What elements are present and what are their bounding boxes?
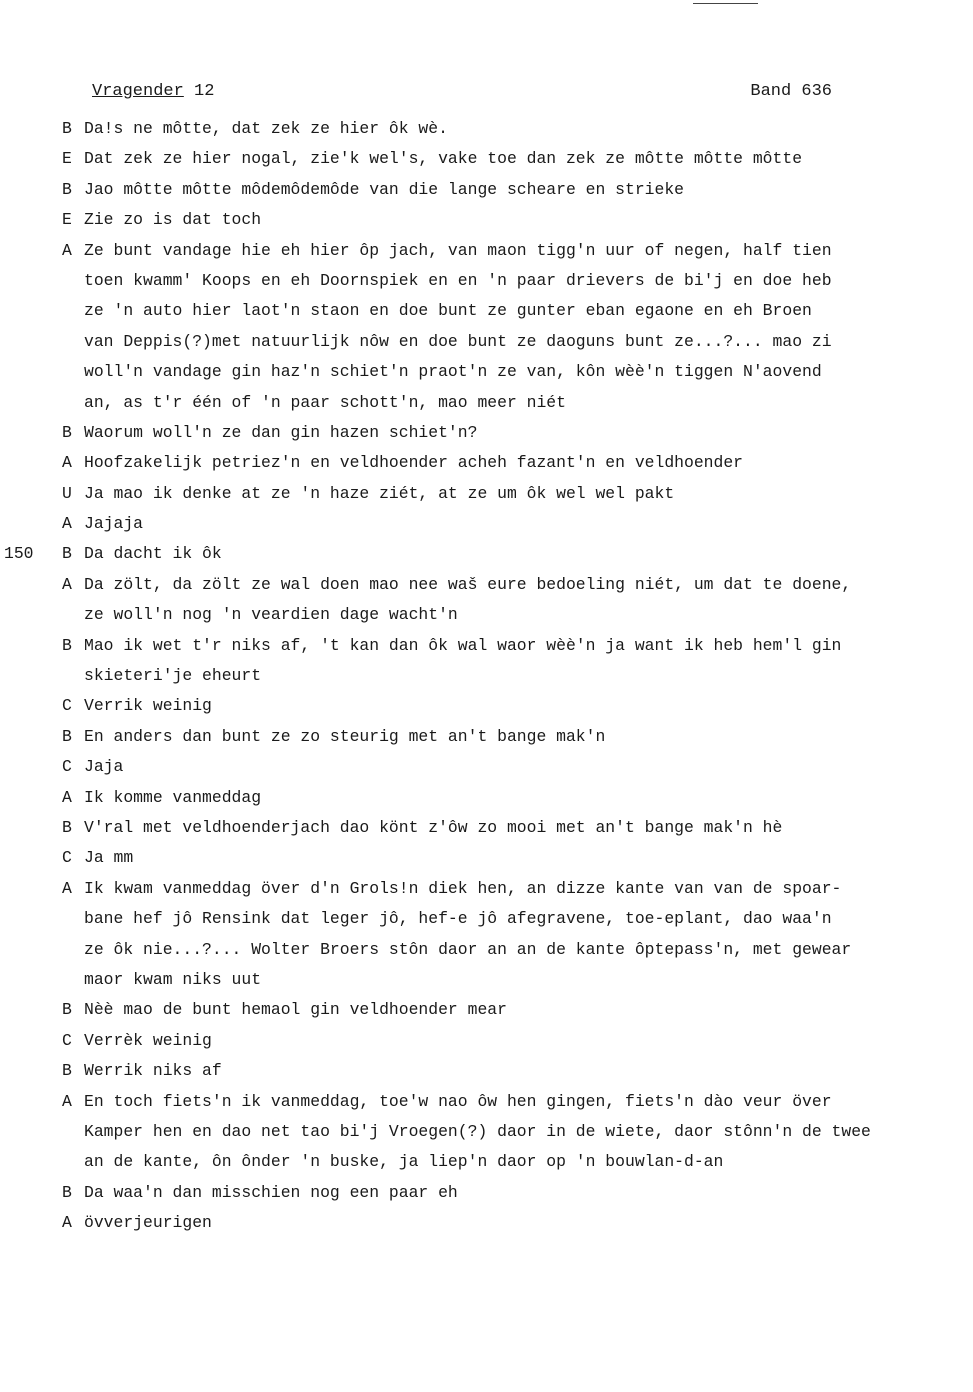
utterance-text: Verrèk weinig — [84, 1030, 212, 1050]
page-title — [92, 82, 214, 101]
speaker-label: A — [62, 787, 72, 807]
speaker-label: C — [62, 1030, 72, 1050]
transcript-line — [0, 144, 973, 174]
transcript-body — [0, 114, 973, 1238]
transcript-line — [0, 1147, 973, 1177]
transcript-line — [0, 114, 973, 144]
speaker-label: B — [62, 1182, 72, 1202]
utterance-continuation: maor kwam niks uut — [84, 969, 262, 989]
transcript-line — [0, 388, 973, 418]
transcript-line — [0, 539, 973, 569]
speaker-label: C — [62, 757, 72, 777]
transcript-line — [0, 752, 973, 782]
utterance-continuation: skieteri'je eheurt — [84, 666, 262, 686]
margin-note: 150 — [4, 544, 34, 564]
utterance-text: Werrik niks af — [84, 1061, 222, 1081]
speaker-label: C — [62, 848, 72, 868]
speaker-label: E — [62, 210, 72, 230]
transcript-line — [0, 1208, 973, 1238]
speaker-label: B — [62, 422, 72, 442]
speaker-label: B — [62, 179, 72, 199]
utterance-continuation: bane hef jô Rensink dat leger jô, hef-e jô afegravene, toe-eplant, dao waa'n — [84, 909, 832, 929]
utterance-text: Ja mm — [84, 848, 134, 868]
speaker-label: B — [62, 726, 72, 746]
speaker-label: C — [62, 696, 72, 716]
top-rule — [693, 3, 758, 4]
transcript-line — [0, 1026, 973, 1056]
utterance-text: övverjeurigen — [84, 1213, 212, 1233]
transcript-line — [0, 175, 973, 205]
utterance-continuation: Kamper hen en dao net tao bi'j Vroegen(?) daor in de wiete, daor stônn'n de twee — [84, 1121, 871, 1141]
utterance-text: Ze bunt vandage hie eh hier ôp jach, van maon tigg'n uur of negen, half tien — [84, 240, 832, 260]
utterance-continuation: woll'n vandage gin haz'n schiet'n praot'n ze van, kôn wèè'n tiggen N'aovend — [84, 362, 822, 382]
utterance-text: Dat zek ze hier nogal, zie'k wel's, vake toe dan zek ze môtte môtte môtte — [84, 149, 803, 169]
transcript-line — [0, 995, 973, 1025]
utterance-text: En toch fiets'n ik vanmeddag, toe'w nao ôw hen gingen, fiets'n dào veur över — [84, 1091, 832, 1111]
utterance-text: Waorum woll'n ze dan gin hazen schiet'n? — [84, 422, 478, 442]
transcript-line — [0, 691, 973, 721]
speaker-label: B — [62, 817, 72, 837]
speaker-label: A — [62, 453, 72, 473]
speaker-label: A — [62, 878, 72, 898]
speaker-label: A — [62, 1091, 72, 1111]
utterance-continuation: an, as t'r één of 'n paar schott'n, mao meer niét — [84, 392, 566, 412]
transcript-line — [0, 1117, 973, 1147]
transcript-line — [0, 266, 973, 296]
transcript-line — [0, 965, 973, 995]
transcript-line — [0, 1087, 973, 1117]
utterance-text: Da zölt, da zölt ze wal doen mao nee waš eure bedoeling niét, um dat te doene, — [84, 574, 852, 594]
transcript-line — [0, 479, 973, 509]
utterance-continuation: ze woll'n nog 'n veardien dage wacht'n — [84, 605, 458, 625]
utterance-text: Jao môtte môtte môdemôdemôde van die lange scheare en strieke — [84, 179, 684, 199]
page-header — [92, 82, 832, 108]
transcript-line — [0, 296, 973, 326]
utterance-continuation: an de kante, ôn ônder 'n buske, ja liep'n daor op 'n bouwlan-d-an — [84, 1152, 724, 1172]
transcript-line — [0, 448, 973, 478]
speaker-label: B — [62, 119, 72, 138]
utterance-text: Zie zo is dat toch — [84, 210, 262, 230]
speaker-label: B — [62, 1000, 72, 1020]
transcript-line — [0, 631, 973, 661]
transcript-line — [0, 236, 973, 266]
utterance-continuation: ze ôk nie...?... Wolter Broers stôn daor an an de kante ôptepass'n, met gewear — [84, 939, 852, 959]
utterance-text: Mao ik wet t'r niks af, 't kan dan ôk wal waor wèè'n ja want ik heb hem'l gin — [84, 635, 842, 655]
utterance-text: Hoofzakelijk petriez'n en veldhoender acheh fazant'n en veldhoender — [84, 453, 744, 473]
speaker-label: B — [62, 635, 72, 655]
utterance-text: Da waa'n dan misschien nog een paar eh — [84, 1182, 458, 1202]
utterance-text: Da!s ne môtte, dat zek ze hier ôk wè. — [84, 119, 448, 138]
transcript-line — [0, 904, 973, 934]
utterance-continuation: toen kwamm' Koops en eh Doornspiek en en 'n paar drievers de bi'j en doe heb — [84, 270, 832, 290]
title-label: Vragender — [92, 82, 184, 101]
transcript-line — [0, 509, 973, 539]
utterance-continuation: van Deppis(?)met natuurlijk nôw en doe bunt ze daoguns bunt ze...?... mao zi — [84, 331, 832, 351]
transcript-line — [0, 205, 973, 235]
utterance-text: V'ral met veldhoenderjach dao könt z'ôw zo mooi met an't bange mak'n hè — [84, 817, 783, 837]
transcript-line — [0, 357, 973, 387]
transcript-line — [0, 874, 973, 904]
transcript-line — [0, 418, 973, 448]
transcript-line — [0, 813, 973, 843]
utterance-continuation: ze 'n auto hier laot'n staon en doe bunt ze gunter eban egaone en eh Broen — [84, 301, 812, 321]
utterance-text: Ja mao ik denke at ze 'n haze ziét, at ze um ôk wel wel pakt — [84, 483, 675, 503]
transcript-line — [0, 327, 973, 357]
transcript-line — [0, 783, 973, 813]
utterance-text: Da dacht ik ôk — [84, 544, 222, 564]
utterance-text: En anders dan bunt ze zo steurig met an't bange mak'n — [84, 726, 606, 746]
utterance-text: Verrik weinig — [84, 696, 212, 716]
transcript-line — [0, 935, 973, 965]
speaker-label: E — [62, 149, 72, 169]
transcript-line — [0, 722, 973, 752]
speaker-label: A — [62, 514, 72, 534]
band-label: Band 636 — [750, 82, 832, 101]
utterance-text: Jajaja — [84, 514, 144, 534]
speaker-label: B — [62, 544, 72, 564]
speaker-label: B — [62, 1061, 72, 1081]
page-number: 12 — [194, 82, 215, 101]
transcript-line — [0, 600, 973, 630]
speaker-label: A — [62, 1213, 72, 1233]
transcript-line — [0, 1178, 973, 1208]
speaker-label: A — [62, 240, 72, 260]
utterance-text: Nèè mao de bunt hemaol gin veldhoender mear — [84, 1000, 507, 1020]
transcript-line — [0, 843, 973, 873]
utterance-text: Jaja — [84, 757, 124, 777]
transcript-line — [0, 1056, 973, 1086]
utterance-text: Ik kwam vanmeddag över d'n Grols!n diek hen, an dizze kante van van de spoar- — [84, 878, 842, 898]
transcript-line — [0, 661, 973, 691]
utterance-text: Ik komme vanmeddag — [84, 787, 262, 807]
transcript-line — [0, 570, 973, 600]
speaker-label: A — [62, 574, 72, 594]
speaker-label: U — [62, 483, 72, 503]
